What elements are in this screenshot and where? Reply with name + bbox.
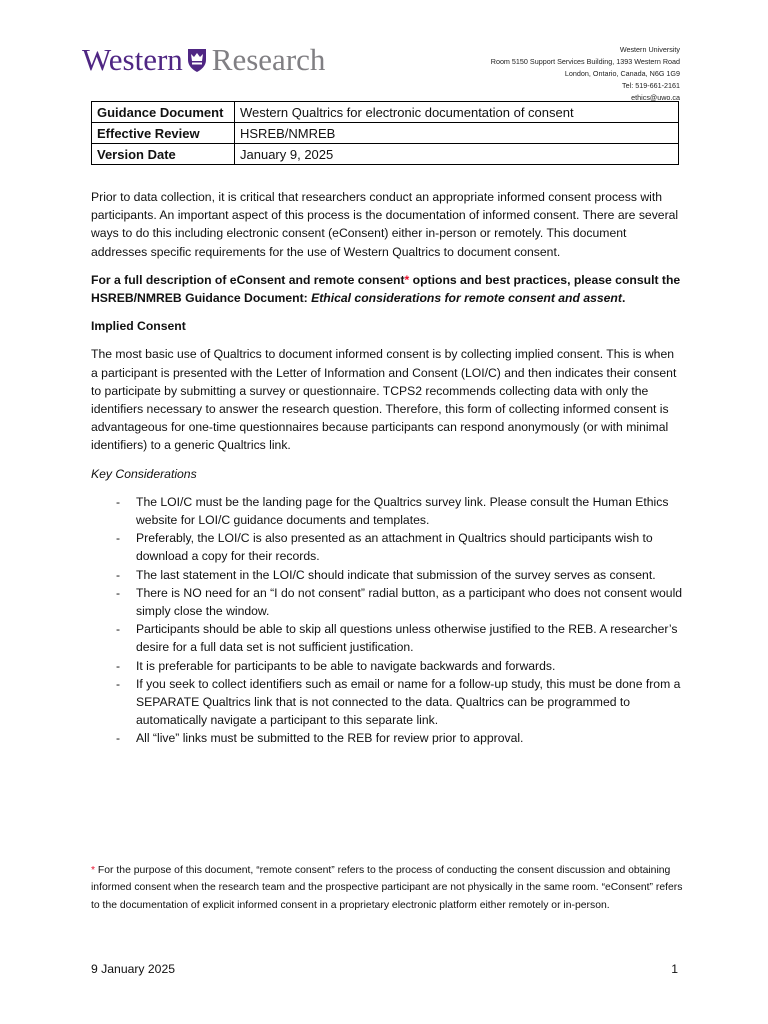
document-body [91,188,683,748]
table-value: HSREB/NMREB [235,123,679,144]
footnote-asterisk: * [91,865,96,876]
table-key: Effective Review [92,123,235,144]
address-line: London, Ontario, Canada, N6G 1G9 [564,69,680,78]
table-value: January 9, 2025 [235,144,679,165]
table-value: Western Qualtrics for electronic documentation of consent [235,102,679,123]
footnote-text: For the purpose of this document, “remote consent” refers to the process of conducting the consent discussion and obtaining informed consent when the research team and the prospective participant are not physically in the same room. “eConsent” refers to the documentation of explicit informed consent in a proprietary electronic platform either remotely or in-person. [91,865,683,911]
callout-end: . [621,291,626,306]
table-key: Guidance Document [92,102,235,123]
page-number: 1 [671,962,678,976]
logo-research-text: Research [211,42,326,77]
footer-date: 9 January 2025 [91,962,176,976]
section-heading: Implied Consent [91,319,186,334]
callout-asterisk: * [404,272,410,287]
table-row [92,123,679,144]
address-line: Room 5150 Support Services Building, 1393 Western Road [490,57,680,66]
list-item: - The LOI/C must be the landing page for the Qualtrics survey link. Please consult the Human Ethics website for LOI/C guidance documents and templates. [91,493,683,529]
page-header [82,40,680,102]
list-item: - Participants should be able to skip all questions unless otherwise justified to the REB. A researcher’s desire for a full data set is not sufficient justification. [91,620,683,656]
document-info-table [91,101,679,165]
guidance-doc-title: Ethical considerations for remote consent and assent [311,291,622,306]
list-item: - If you seek to collect identifiers such as email or name for a follow-up study, this must be done from a SEPARATE Qualtrics link that is not connected to the data. Qualtrics can be programmed to automatically navigate a participant to this separate link. [91,675,683,730]
table-row [92,144,679,165]
address-line: Western University [619,45,680,54]
table-row [92,102,679,123]
section-paragraph: The most basic use of Qualtrics to document informed consent is by collecting implied consent. This is when a participant is presented with the Letter of Information and Consent (LOI/C) and then indicates their consent to participate by submitting a survey or questionnaire. TCPS2 recommends collecting data with only the identifiers necessary to answer the research question. Therefore, this form of collecting informed consent is advantageous for one-time questionnaires because participants can respond anonymously (or with minimal identifiers) to a generic Qualtrics link. [91,347,677,453]
table-key: Version Date [92,144,235,165]
contact-address [491,44,680,104]
footnote [91,862,683,914]
callout-text: options and best practices, please consult the HSREB/NMREB Guidance Document: [91,272,681,306]
key-considerations-heading: Key Considerations [91,466,197,481]
address-phone: Tel: 519-661-2161 [622,81,680,90]
logo-western-text: Western [82,42,183,77]
callout-text: For a full description of eConsent and remote consent [91,272,405,287]
callout-paragraph [91,271,683,307]
list-item: - Preferably, the LOI/C is also presented as an attachment in Qualtrics should participants wish to download a copy for their records. [91,529,683,565]
western-research-logo [82,42,325,78]
list-item: - It is preferable for participants to be able to navigate backwards and forwards. [91,657,683,675]
western-shield-icon [186,47,208,73]
key-considerations-list [91,493,683,748]
intro-paragraph: Prior to data collection, it is critical that researchers conduct an appropriate informed consent process with participants. An important aspect of this process is the documentation of informed consent. There are several ways to do this including electronic consent (eConsent) either in-person or remotely. This document addresses specific requirements for the use of Western Qualtrics to document consent. [91,190,679,259]
list-item: - The last statement in the LOI/C should indicate that submission of the survey serves as consent. [91,566,683,584]
address-email[interactable]: ethics@uwo.ca [631,93,680,102]
list-item: - All “live” links must be submitted to the REB for review prior to approval. [91,729,683,747]
list-item: - There is NO need for an “I do not consent” radial button, as a participant who does not consent would simply close the window. [91,584,683,620]
